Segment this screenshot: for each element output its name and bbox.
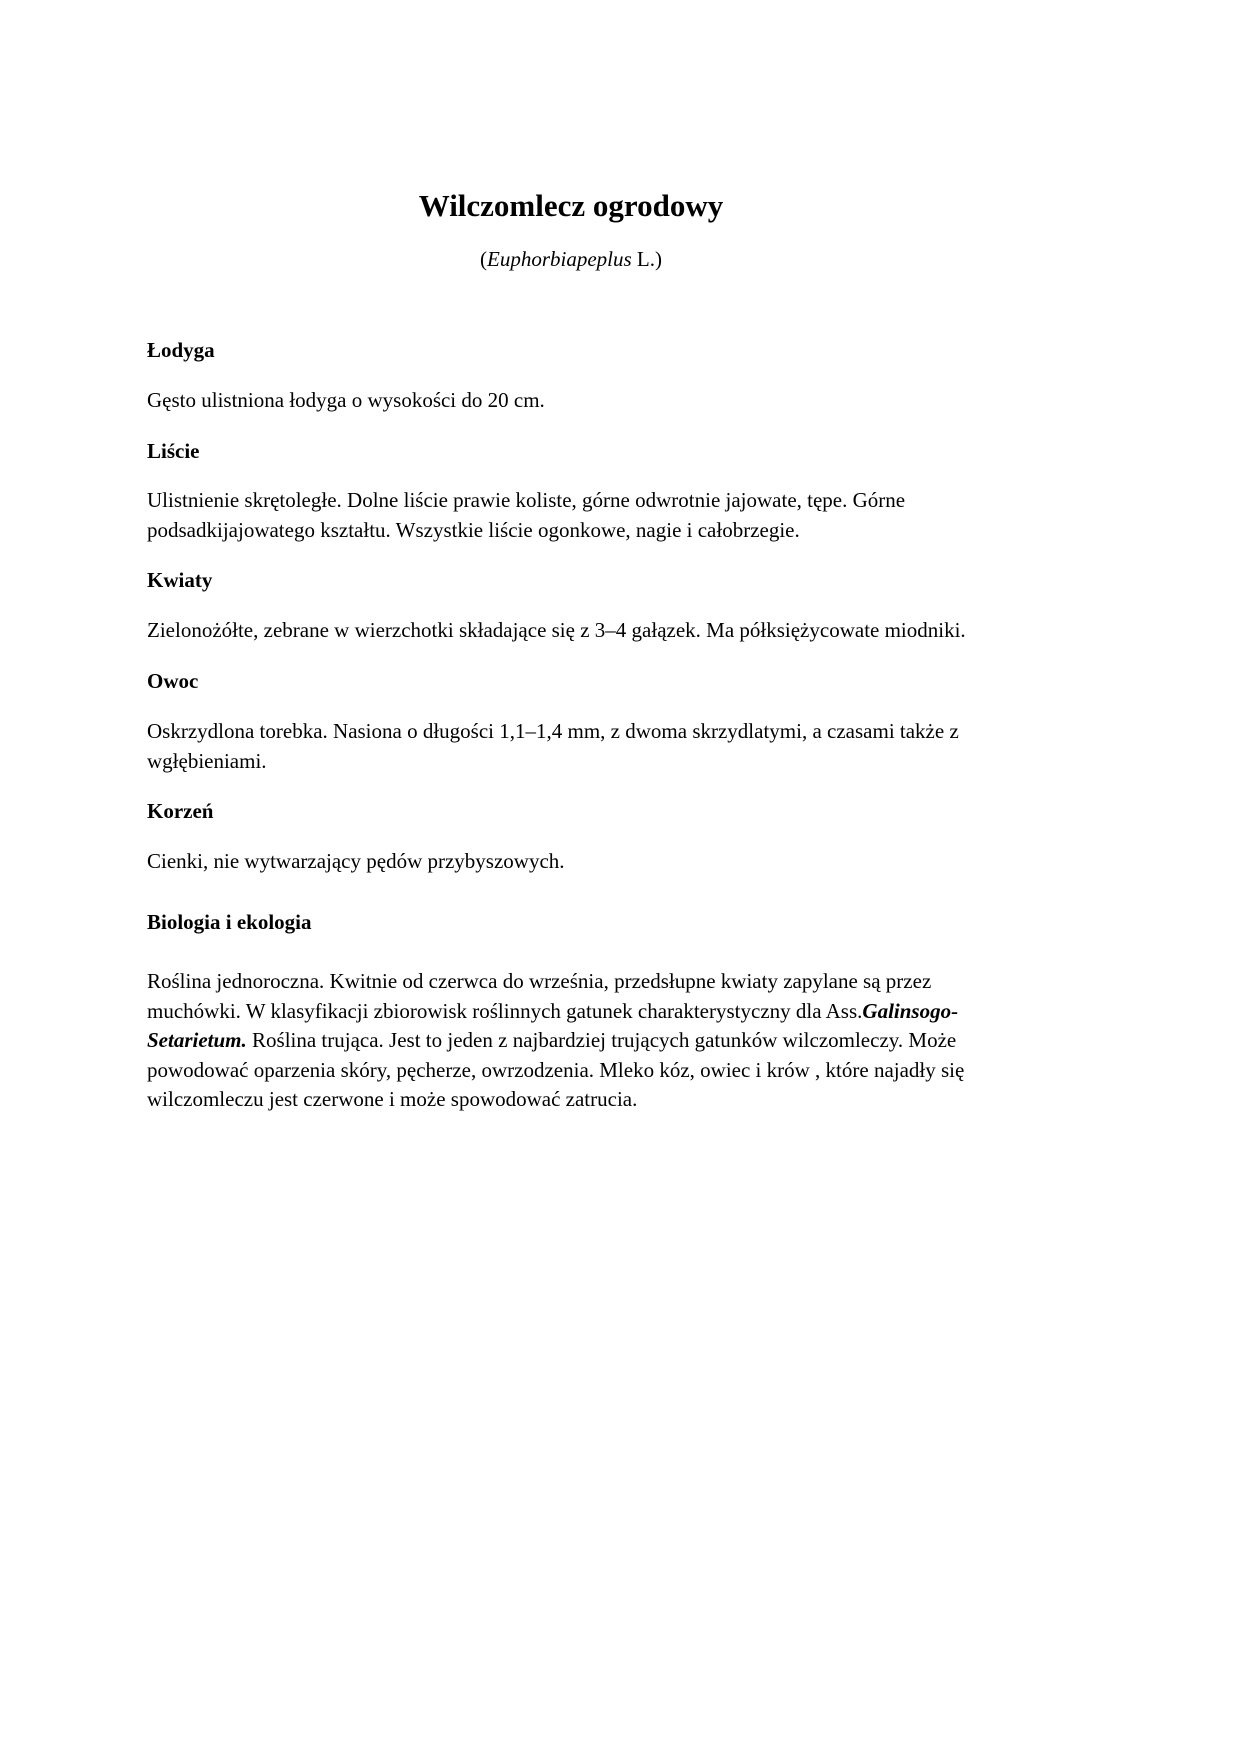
section-text-biologia-line-4: powodować oparzenia skóry, pęcherze, owrzodzenia. Mleko kóz, owiec i krów , które najadły się [147, 1058, 965, 1082]
section-text-owoc-line-2: wgłębieniami. [147, 749, 267, 773]
subtitle-author: L.) [631, 247, 662, 271]
section-heading-liscie: Liście [147, 439, 200, 463]
section-text-kwiaty: Zielonożółte, zebrane w wierzchotki składające się z 3–4 gałązek. Ma półksiężycowate miodniki. [147, 618, 966, 642]
document-title: Wilczomlecz ogrodowy [418, 188, 724, 223]
section-text-owoc-line-1: Oskrzydlona torebka. Nasiona o długości 1,1–1,4 mm, z dwoma skrzydlatymi, a czasami także z [147, 719, 959, 743]
section-text-biologia-line-1: Roślina jednoroczna. Kwitnie od czerwca do września, przedsłupne kwiaty zapylane są przez [147, 969, 932, 993]
section-text-korzen: Cienki, nie wytwarzający pędów przybyszowych. [147, 849, 565, 873]
biologia-line-2-text: muchówki. W klasyfikacji zbiorowisk roślinnych gatunek charakterystyczny dla Ass. [147, 999, 863, 1023]
section-heading-owoc: Owoc [147, 669, 199, 693]
section-text-liscie-line-1: Ulistnienie skrętoległe. Dolne liście prawie koliste, górne odwrotnie jajowate, tępe. Górne [147, 488, 906, 512]
document-subtitle [97, 244, 1045, 274]
section-heading-lodyga: Łodyga [147, 338, 215, 362]
section-text-liscie-line-2: podsadkijajowatego kształtu. Wszystkie liście ogonkowe, nagie i całobrzegie. [147, 518, 800, 542]
subtitle-latin-name: Euphorbiapeplus [487, 247, 632, 271]
section-heading-kwiaty: Kwiaty [147, 568, 213, 592]
section-text-biologia-line-2 [147, 996, 1047, 1026]
section-heading-korzen: Korzeń [147, 799, 214, 823]
section-heading-biologia: Biologia i ekologia [147, 910, 312, 934]
section-text-lodyga: Gęsto ulistniona łodyga o wysokości do 20 cm. [147, 388, 545, 412]
biologia-association-latin-part-1: Galinsogo- [862, 999, 959, 1023]
biologia-association-latin-part-2: Setarietum. [147, 1028, 247, 1052]
biologia-line-3-text: Roślina trująca. Jest to jeden z najbardziej trujących gatunków wilczomleczy. Może [246, 1028, 957, 1052]
subtitle-open-paren: ( [480, 247, 487, 271]
section-text-biologia-line-3 [147, 1025, 1047, 1055]
section-text-biologia-line-5: wilczomleczu jest czerwone i może spowodować zatrucia. [147, 1087, 638, 1111]
document-page [147, 0, 1047, 1754]
